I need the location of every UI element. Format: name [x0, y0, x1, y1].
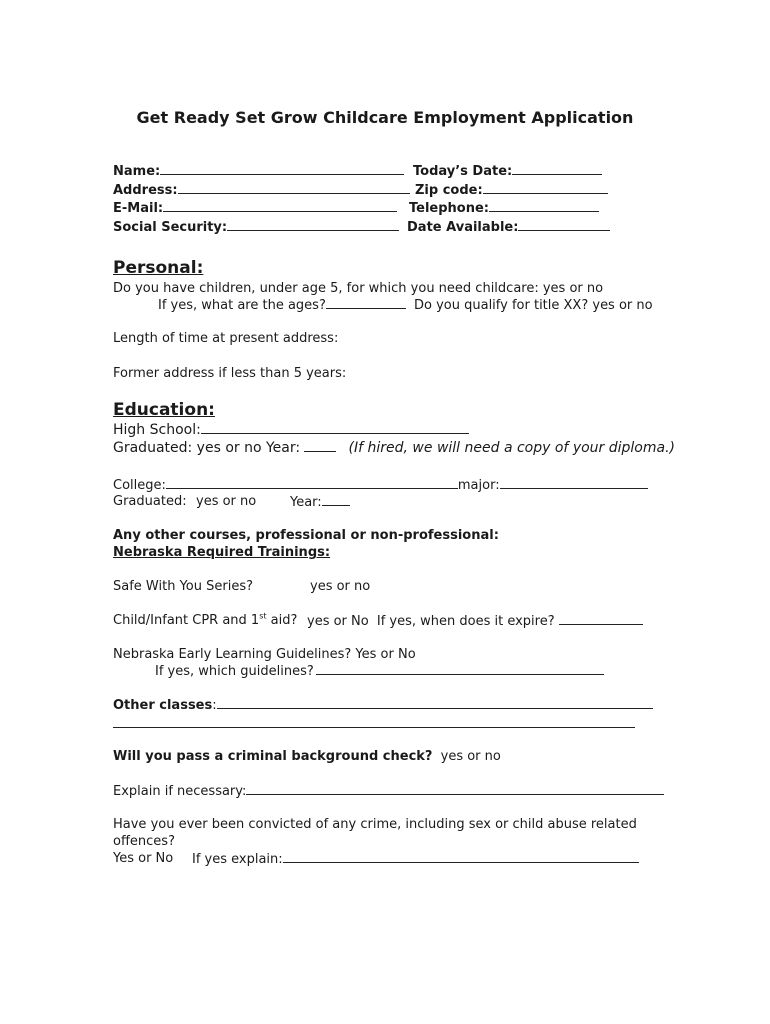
zip-code-label: Zip code: [415, 183, 483, 198]
college-row[interactable] [113, 477, 648, 494]
safe-with-you: Safe With You Series? [113, 579, 253, 594]
graduated-college-answer: yes or no [196, 494, 257, 509]
personal-header: Personal: [113, 258, 204, 278]
cpr-expire-blank[interactable] [559, 613, 643, 625]
cpr-answer-row [307, 613, 643, 630]
if-yes-explain-blank[interactable] [283, 851, 639, 863]
high-school-label: High School: [113, 422, 201, 438]
nelg-question: Nebraska Early Learning Guidelines? Yes or No [113, 647, 416, 662]
other-classes-label: Other classes [113, 698, 213, 713]
address-label: Address: [113, 183, 178, 198]
other-classes-blank-2[interactable] [113, 727, 635, 728]
todays-date-label: Today’s Date: [413, 164, 513, 179]
which-guidelines-blank[interactable] [316, 663, 604, 675]
cpr-answer: yes or No [307, 614, 369, 629]
college-year-label: Year: [290, 495, 322, 510]
cpr-prefix: Child/Infant CPR and 1 [113, 613, 260, 628]
children-question: Do you have children, under age 5, for which you need childcare: yes or no [113, 281, 604, 296]
graduated-hs-label: Graduated: yes or no Year: [113, 440, 301, 456]
if-yes-explain-field[interactable] [192, 851, 639, 868]
diploma-note: (If hired, we will need a copy of your diploma.) [348, 440, 675, 456]
telephone-field[interactable] [409, 200, 599, 217]
page-title: Get Ready Set Grow Childcare Employment Application [136, 108, 634, 127]
other-classes-field[interactable]: Other classes: [113, 697, 653, 714]
college-label: College: [113, 478, 166, 493]
which-guidelines-label: If yes, which guidelines? [155, 664, 314, 679]
cpr-sup: st [259, 611, 267, 621]
zip-code-blank[interactable] [483, 182, 608, 194]
college-year-field[interactable] [290, 494, 350, 511]
social-security-label: Social Security: [113, 220, 228, 235]
address-field[interactable] [113, 182, 410, 199]
high-school-blank[interactable] [201, 422, 469, 434]
background-row [113, 749, 501, 765]
date-available-field[interactable] [407, 219, 610, 236]
name-blank[interactable] [160, 163, 404, 175]
email-field[interactable] [113, 200, 397, 217]
convicted-line-2: offences? [113, 834, 175, 849]
date-available-blank[interactable] [518, 219, 610, 231]
education-header: Education: [113, 400, 215, 420]
graduated-college-label: Graduated: [113, 494, 187, 509]
zip-code-field[interactable] [415, 182, 608, 199]
length-at-address: Length of time at present address: [113, 331, 339, 346]
major-label: major: [457, 478, 500, 493]
social-security-field[interactable] [113, 219, 399, 236]
if-yes-explain-label: If yes explain: [192, 852, 283, 867]
explain-blank[interactable] [246, 783, 664, 795]
email-blank[interactable] [163, 200, 397, 212]
cpr-question [113, 613, 297, 629]
which-guidelines-field[interactable] [155, 663, 604, 680]
todays-date-blank[interactable] [512, 163, 602, 175]
college-blank[interactable] [166, 477, 458, 489]
convicted-answer: Yes or No [113, 851, 174, 866]
other-classes-blank[interactable] [217, 697, 653, 709]
high-school-field[interactable] [113, 422, 469, 439]
explain-field[interactable] [113, 783, 664, 800]
telephone-label: Telephone: [409, 201, 489, 216]
email-label: E-Mail: [113, 201, 164, 216]
name-field[interactable] [113, 163, 404, 180]
name-label: Name: [113, 164, 161, 179]
background-answer: yes or no [440, 749, 501, 764]
college-year-blank[interactable] [322, 494, 350, 506]
hs-year-blank[interactable] [304, 440, 336, 452]
background-question: Will you pass a criminal background check? [113, 749, 433, 764]
date-available-label: Date Available: [407, 220, 519, 235]
todays-date-field[interactable] [413, 163, 602, 180]
ages-question [158, 297, 653, 314]
title-xx-question: Do you qualify for title XX? yes or no [414, 298, 653, 313]
cpr-suffix: aid? [266, 613, 298, 628]
nebraska-required: Nebraska Required Trainings: [113, 545, 331, 560]
social-security-blank[interactable] [227, 219, 399, 231]
cpr-expire-label: If yes, when does it expire? [376, 614, 555, 629]
safe-with-you-answer: yes or no [310, 579, 371, 594]
graduated-hs-row [113, 440, 675, 457]
ages-label: If yes, what are the ages? [158, 298, 326, 313]
former-address: Former address if less than 5 years: [113, 366, 347, 381]
telephone-blank[interactable] [489, 200, 599, 212]
address-blank[interactable] [178, 182, 410, 194]
convicted-line-1: Have you ever been convicted of any crime, including sex or child abuse related [113, 817, 637, 832]
ages-blank[interactable] [326, 297, 406, 309]
major-blank[interactable] [500, 477, 648, 489]
other-courses: Any other courses, professional or non-professional: [113, 528, 499, 543]
explain-label: Explain if necessary: [113, 784, 247, 799]
